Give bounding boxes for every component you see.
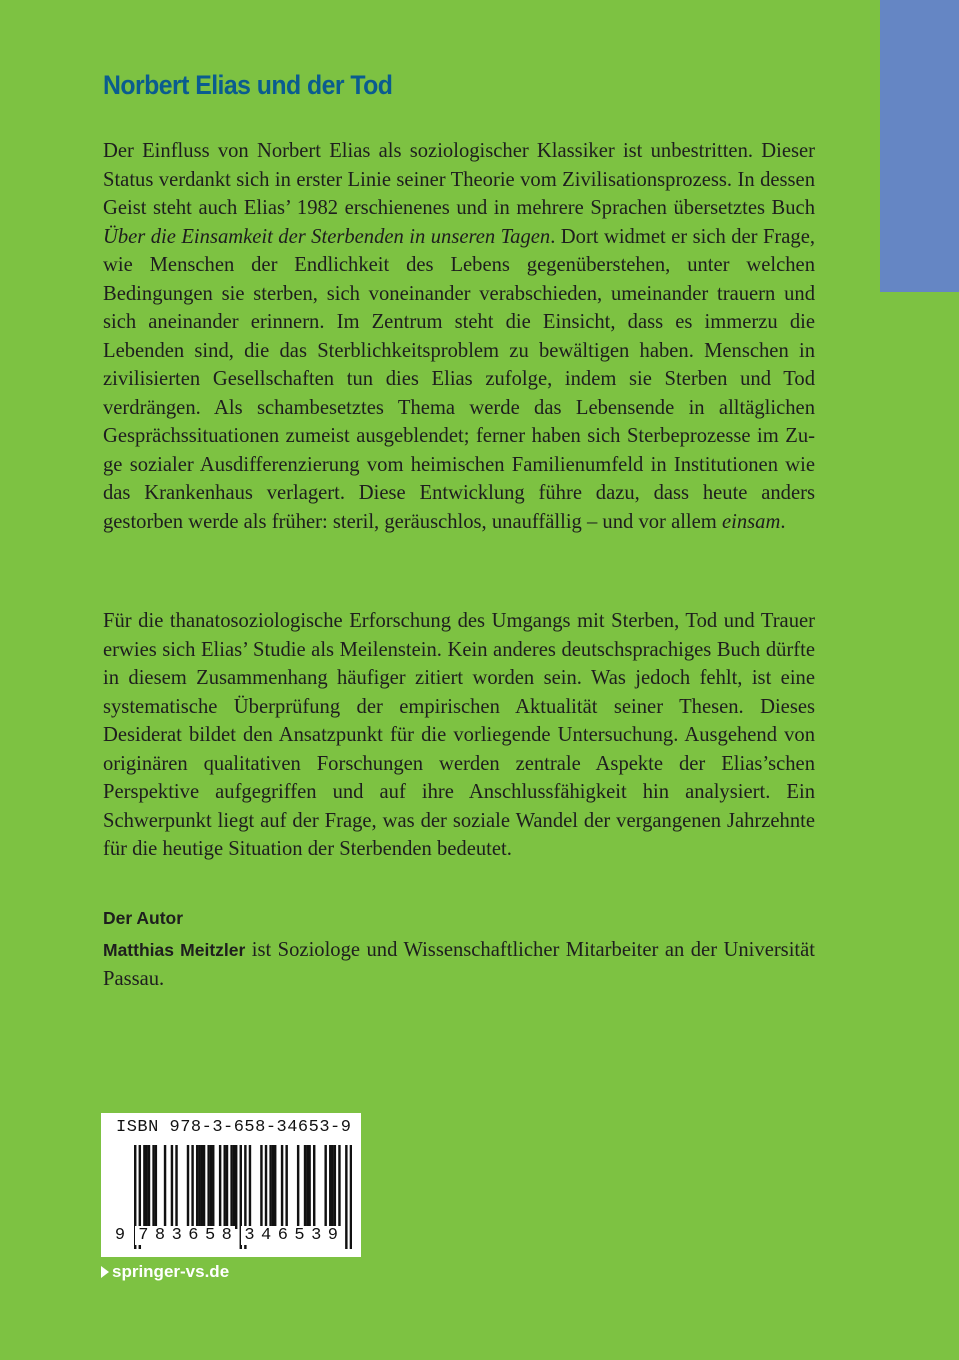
description-paragraph-1 [103,137,815,536]
barcode-digit: 8 [152,1226,169,1245]
barcode-bar [313,1145,315,1229]
publisher-url: springer-vs.de [112,1262,230,1281]
barcode-bar [164,1145,166,1229]
barcode-bar [331,1145,333,1229]
barcode-digit: 4 [258,1226,275,1245]
barcode-bar [143,1145,145,1229]
publisher-link[interactable] [101,1262,229,1282]
barcode-bar [272,1145,274,1229]
barcode-bar [155,1145,157,1229]
barcode-bar [235,1145,237,1229]
barcode-bar [350,1145,352,1249]
text-segment: Der Einfluss von Norbert Elias als soziologischer Klassiker ist unbestritten. Dieser Status verdankt sich in erster Linie seiner Theorie vom Zivilisationsprozess. In dessen Geist steht auch Elias’ 1982 erschienenes und in mehrere Sprachen übersetztes Buch [103,140,815,219]
barcode-bar [198,1145,200,1229]
barcode-bar [148,1145,150,1229]
author-name: Matthias Meitzler [103,940,246,960]
barcode-digit: 3 [168,1226,185,1245]
barcode-digit: 5 [291,1226,308,1245]
barcode-bar [297,1145,299,1229]
barcode-digits [113,1226,341,1245]
author-bio-text: ist Soziologe und Wissenschaftlicher Mitarbeiter an der Universität Passau. [103,939,816,990]
isbn-label: ISBN 978-3-658-34653-9 [116,1118,352,1137]
barcode-bar [145,1145,147,1229]
barcode-digit: 3 [308,1226,325,1245]
barcode-bar [306,1145,308,1229]
barcode-bar [207,1145,209,1229]
barcode-bar [171,1145,173,1229]
barcode-bar [265,1145,267,1229]
barcode-bar [324,1145,326,1229]
book-title: Norbert Elias und der Tod [103,70,393,100]
barcode-bar [281,1145,283,1229]
barcode-digit: 9 [114,1226,126,1245]
barcode-digit: 5 [202,1226,219,1245]
barcode-bar [285,1145,287,1229]
barcode-bar [233,1145,235,1229]
barcode-bar [230,1145,232,1229]
author-heading: Der Autor [103,908,184,928]
barcode-bar [260,1145,262,1229]
barcode-digit: 7 [135,1226,152,1245]
emphasis-text: einsam [721,510,781,533]
isbn-barcode-box [101,1113,361,1257]
barcode-bar [210,1145,212,1229]
barcode-digit: 8 [218,1226,235,1245]
text-segment: . Dort widmet er sich der Frage, wie Menschen der Endlichkeit des Lebens gegenüberstehen, unter welchen Bedingungen sie sterben, sich voneinander verabschieden, umeinander trauern und sich aneinander erinnern. Im Zentrum steht die Einsicht, dass es immerzu die Lebenden sind, die das Sterblichkeitsproblem zu bewältigen haben. Menschen in zivilisierten Gesellschaften tun dies Elias zufolge, indem sie Sterben und Tod verdrängen. Als schambesetztes Thema werde das Lebensende in alltäglichen Gesprächssituationen zumeist ausgeblendet; ferner haben sich Sterbeprozesse im Zuge sozialer Ausdifferenzierung vom heimischen Familienumfeld in Institutionen wie das Krankenhaus verlagert. Diese Entwicklung führe dazu, dass heute anders gestorben werde als früher: steril, geräuschlos, unauffällig – und vor allem [103,225,815,533]
barcode-bar [329,1145,331,1229]
barcode-bar [212,1145,214,1229]
barcode-bar [196,1145,198,1229]
author-bio [103,936,815,993]
barcode-digit: 9 [325,1226,342,1245]
description-paragraph-2: Für die thanatosoziologische Erforschung des Umgangs mit Sterben, Tod und Trauer erwies sich Elias’ Studie als Meilenstein. Kein anderes deutschsprachiges Buch dürfte in diesem Zusammenhang häufiger zitiert worden sein. Was jedoch fehlt, ist eine systematische Überprüfung der empirischen Aktualität seiner Thesen. Dieses Desiderat bildet den Ansatzpunkt für die vorliegende Untersuchung. Ausgehend von originären qualitativen Forschungen werden zentrale Aspekte der Elias’schen Perspektive aufgegriffen und auf ihre Anschlussfähigkeit hin analysiert. Ein Schwerpunkt liegt auf der Frage, was der soziale Wandel der vergangenen Jahrzehnte für die heutige Situation der Sterbenden bedeutet. [103,610,815,860]
barcode-bar [274,1145,276,1229]
barcode-bar [269,1145,271,1229]
text-segment: . [780,510,786,533]
blue-accent-tab [880,0,959,292]
barcode-bar [175,1145,177,1229]
barcode-bar [152,1145,154,1229]
barcode-bar [191,1145,193,1229]
barcode-digit: 6 [185,1226,202,1245]
barcode-bar [226,1145,228,1229]
barcode-bar [187,1145,189,1229]
triangle-right-icon [101,1266,109,1278]
barcode-bar [308,1145,310,1229]
barcode-digit: 3 [241,1226,258,1245]
barcode-bar [249,1145,251,1229]
barcode-bar [334,1145,336,1229]
barcode-bar [201,1145,203,1229]
barcode-bar [219,1145,221,1229]
barcode-bar [345,1145,347,1249]
barcode-digit: 6 [275,1226,292,1245]
barcode-bar [203,1145,205,1229]
barcode-bar [304,1145,306,1229]
barcode-bar [338,1145,340,1229]
barcode-bar [223,1145,225,1229]
cited-book-title: Über die Einsamkeit der Sterbenden in unseren Tagen [103,225,551,248]
